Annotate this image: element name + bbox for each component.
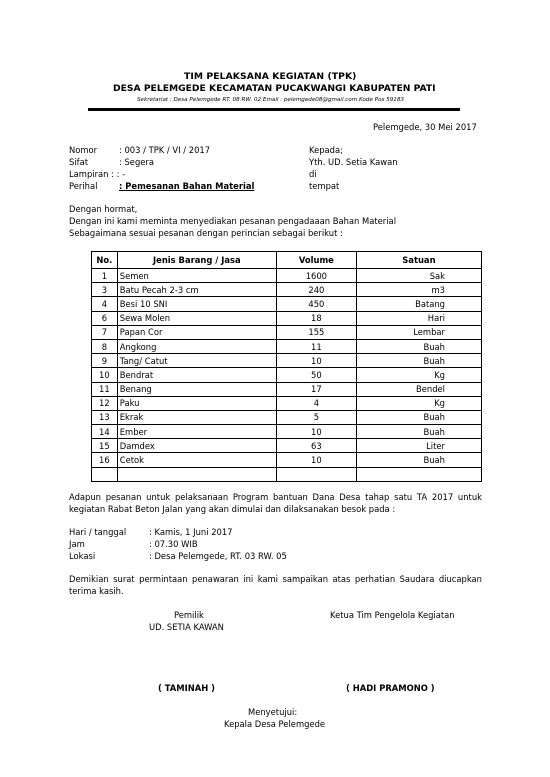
table-row	[92, 368, 482, 382]
purpose-paragraph: Adapun pesanan untuk pelaksanaan Program bantuan Dana Desa tahap satu TA 2017 untuk kegiatan Rabat Beton Jalan yang akan dimulai dan dilaksanakan besok pada :	[69, 492, 482, 514]
intro-line: Dengan ini kami meminta menyediakan pesanan pengadaaan Bahan Material	[69, 216, 397, 226]
meta-value: : 003 / TPK / VI / 2017	[119, 145, 211, 155]
cell-volume: 5	[276, 410, 356, 424]
cell-unit: Hari	[356, 311, 481, 325]
table-row	[92, 325, 482, 339]
table-body	[92, 269, 482, 482]
cell-unit: Lembar	[356, 325, 481, 339]
col-header-volume: Volume	[276, 252, 356, 269]
table-row	[92, 382, 482, 396]
approval-title: Kepala Desa Pelemgede	[224, 719, 326, 729]
cell-no: 8	[92, 339, 118, 353]
intro-line: Sebagaimana sesuai pesanan dengan perincian sebagai berikut :	[69, 228, 343, 238]
meta-value: : Segera	[119, 157, 154, 167]
cell-unit: Buah	[356, 339, 481, 353]
cell-no: 16	[92, 453, 118, 467]
cell-volume: 50	[276, 368, 356, 382]
detail-value: : Kamis, 1 Juni 2017	[149, 527, 233, 537]
table-row	[92, 439, 482, 453]
cell-unit: Buah	[356, 453, 481, 467]
signature-left-name: ( TAMINAH )	[158, 683, 215, 693]
greeting: Dengan hormat,	[69, 204, 138, 214]
table-row	[92, 339, 482, 353]
cell-item: Batu Pecah 2-3 cm	[117, 283, 276, 297]
cell-volume: 11	[276, 339, 356, 353]
table-row	[92, 453, 482, 467]
signature-left-title: Pemilik	[174, 610, 204, 620]
header-rule	[88, 108, 460, 111]
table-row	[92, 283, 482, 297]
header-subtitle: DESA PELEMGEDE KECAMATAN PUCAKWANGI KABUPATEN PATI	[113, 83, 436, 94]
cell-unit: Buah	[356, 354, 481, 368]
cell-unit: Kg	[356, 396, 481, 410]
cell-item: Semen	[117, 269, 276, 283]
cell-unit: Kg	[356, 368, 481, 382]
detail-value: : 07.30 WIB	[149, 539, 198, 549]
closing-paragraph: Demikian surat permintaan penawaran ini kami sampaikan atas perhatian Saudara diucapkan terima kasih.	[69, 574, 482, 596]
cell-item: Benang	[117, 382, 276, 396]
cell-volume: 10	[276, 425, 356, 439]
col-header-unit: Satuan	[356, 252, 481, 269]
cell-item: Ember	[117, 425, 276, 439]
table-row	[92, 425, 482, 439]
cell-item: Damdex	[117, 439, 276, 453]
approval-label: Menyetujui:	[248, 707, 298, 717]
meta-value: : Pemesanan Bahan Material	[119, 181, 255, 191]
cell-item: Sewa Molen	[117, 311, 276, 325]
cell-no: 7	[92, 325, 118, 339]
cell-unit: Bendel	[356, 382, 481, 396]
signature-left-org: UD. SETIA KAWAN	[149, 622, 224, 632]
recipient-line: Yth. UD. Setia Kawan	[309, 157, 398, 167]
cell-item: Angkong	[117, 339, 276, 353]
table-row	[92, 269, 482, 283]
cell-unit: Buah	[356, 425, 481, 439]
meta-label: Nomor	[69, 145, 98, 155]
table-row	[92, 297, 482, 311]
cell-volume: 10	[276, 354, 356, 368]
col-header-no: No.	[92, 252, 118, 269]
cell-volume: 18	[276, 311, 356, 325]
table-row	[92, 410, 482, 424]
cell-volume: 17	[276, 382, 356, 396]
cell-no: 10	[92, 368, 118, 382]
cell-item: Papan Cor	[117, 325, 276, 339]
cell-volume: 10	[276, 453, 356, 467]
table-row	[92, 396, 482, 410]
cell-no: 9	[92, 354, 118, 368]
cell-volume: 155	[276, 325, 356, 339]
cell-no: 13	[92, 410, 118, 424]
order-table	[91, 251, 482, 482]
place-date: Pelemgede, 30 Mei 2017	[373, 122, 477, 132]
cell-item	[117, 467, 276, 481]
cell-no: 6	[92, 311, 118, 325]
cell-unit	[356, 467, 481, 481]
recipient-line: di	[309, 169, 317, 179]
cell-unit: Batang	[356, 297, 481, 311]
detail-label: Lokasi	[69, 551, 96, 561]
meta-label: Perihal	[69, 181, 98, 191]
signature-right-name: ( HADI PRAMONO )	[346, 683, 435, 693]
cell-volume: 240	[276, 283, 356, 297]
cell-item: Bendrat	[117, 368, 276, 382]
cell-no: 4	[92, 297, 118, 311]
table-row	[92, 354, 482, 368]
table-row	[92, 467, 482, 481]
cell-volume: 1600	[276, 269, 356, 283]
cell-no: 11	[92, 382, 118, 396]
cell-item: Besi 10 SNI	[117, 297, 276, 311]
detail-label: Jam	[69, 539, 85, 549]
header-title: TIM PELAKSANA KEGIATAN (TPK)	[184, 71, 357, 82]
cell-item: Tang/ Catut	[117, 354, 276, 368]
col-header-item: Jenis Barang / Jasa	[117, 252, 276, 269]
signature-right-title: Ketua Tim Pengelola Kegiatan	[330, 610, 455, 620]
cell-item: Cetok	[117, 453, 276, 467]
cell-volume	[276, 467, 356, 481]
table-row	[92, 311, 482, 325]
cell-unit: Liter	[356, 439, 481, 453]
header-address: Sekretariat : Desa Pelemgede RT. 08 RW. 02 Email : pelemgede08@gmail.com Kode Pos 59183	[137, 97, 404, 103]
cell-no: 15	[92, 439, 118, 453]
cell-no: 14	[92, 425, 118, 439]
detail-value: : Desa Pelemgede, RT. 03 RW. 05	[149, 551, 287, 561]
cell-item: Paku	[117, 396, 276, 410]
cell-unit: m3	[356, 283, 481, 297]
cell-no: 3	[92, 283, 118, 297]
cell-volume: 4	[276, 396, 356, 410]
cell-volume: 450	[276, 297, 356, 311]
meta-label: Lampiran : : -	[69, 169, 126, 179]
cell-item: Ekrak	[117, 410, 276, 424]
cell-unit: Sak	[356, 269, 481, 283]
cell-unit: Buah	[356, 410, 481, 424]
meta-label: Sifat	[69, 157, 89, 167]
recipient-line: tempat	[309, 181, 340, 191]
detail-label: Hari / tanggal	[69, 527, 127, 537]
table-header-row	[92, 252, 482, 269]
recipient-line: Kepada;	[309, 145, 343, 155]
cell-no	[92, 467, 118, 481]
cell-no: 12	[92, 396, 118, 410]
cell-no: 1	[92, 269, 118, 283]
cell-volume: 63	[276, 439, 356, 453]
